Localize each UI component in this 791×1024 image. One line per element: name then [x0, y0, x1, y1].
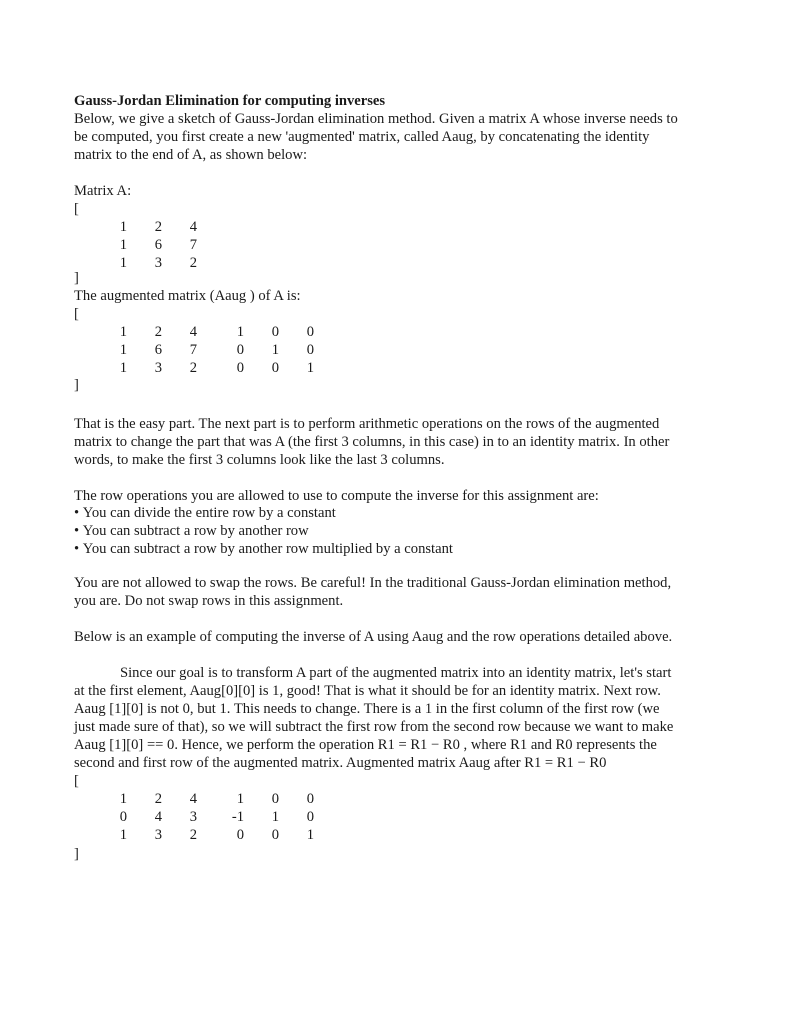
matrix-row [74, 359, 314, 377]
matrix-cell: 3 [189, 809, 197, 825]
matrix-cell: 1 [236, 791, 244, 807]
matrix-row [74, 808, 314, 826]
easy-part-line: That is the easy part. The next part is to perform arithmetic operations on the rows of the augmented [74, 416, 660, 432]
matrix-cell: 2 [189, 827, 197, 843]
matrix-cell: 4 [189, 324, 197, 340]
matrix-cell: 0 [271, 324, 279, 340]
example-line: just made sure of that), so we will subtract the first row from the second row because we want to make [74, 719, 674, 735]
matrix-cell: 4 [154, 809, 162, 825]
example-intro: Below is an example of computing the inverse of A using Aaug and the row operations detailed above. [74, 629, 673, 645]
list-item: • You can divide the entire row by a constant [74, 504, 336, 522]
example-line: at the first element, Aaug[0][0] is 1, good! That is what it should be for an identity matrix. Next row. [74, 683, 661, 699]
matrix-row [74, 790, 314, 808]
matrix-row [74, 323, 314, 341]
matrix-cell: 2 [154, 219, 162, 235]
matrix-cell: 4 [189, 791, 197, 807]
result-matrix [74, 790, 314, 844]
matrix-a-label: Matrix A: [74, 183, 132, 199]
matrix-cell: 4 [189, 219, 197, 235]
matrix-cell: 1 [119, 237, 127, 253]
matrix-cell: 1 [306, 827, 314, 843]
easy-part-line: matrix to change the part that was A (the first 3 columns, in this case) in to an identity matrix. In other [74, 434, 670, 450]
matrix-cell: 2 [154, 791, 162, 807]
matrix-cell: 0 [236, 360, 244, 376]
augmented-matrix [74, 323, 314, 377]
intro-line: be computed, you first create a new 'augmented' matrix, called Aaug, by concatenating the identity [74, 129, 650, 145]
matrix-row [74, 254, 197, 272]
intro-line: matrix to the end of A, as shown below: [74, 147, 308, 163]
matrix-cell: 7 [189, 342, 197, 358]
matrix-cell: 0 [306, 791, 314, 807]
example-line: Aaug [1][0] == 0. Hence, we perform the operation R1 = R1 − R0 , where R1 and R0 represents the [74, 737, 657, 753]
matrix-cell: 1 [119, 255, 127, 271]
matrix-cell: 3 [154, 827, 162, 843]
augmented-label: The augmented matrix (Aaug ) of A is: [74, 288, 301, 304]
matrix-cell: -1 [231, 809, 244, 825]
matrix-row [74, 341, 314, 359]
matrix-a-open-bracket: [ [74, 201, 79, 217]
matrix-cell: 1 [119, 324, 127, 340]
matrix-row [74, 218, 197, 236]
example-line: Aaug [1][0] is not 0, but 1. This needs to change. There is a 1 in the first column of the first row (we [74, 701, 660, 717]
matrix-cell: 1 [119, 342, 127, 358]
matrix-cell: 7 [189, 237, 197, 253]
list-item: • You can subtract a row by another row [74, 522, 309, 540]
matrix-cell: 3 [154, 255, 162, 271]
matrix-cell: 0 [306, 342, 314, 358]
example-line: Since our goal is to transform A part of the augmented matrix into an identity matrix, let's start [120, 665, 672, 681]
matrix-cell: 0 [271, 791, 279, 807]
matrix-cell: 0 [306, 324, 314, 340]
matrix-cell: 1 [119, 791, 127, 807]
matrix-cell: 1 [306, 360, 314, 376]
matrix-cell: 0 [236, 827, 244, 843]
matrix-a [74, 218, 197, 272]
matrix-cell: 2 [189, 255, 197, 271]
matrix-cell: 6 [154, 342, 162, 358]
matrix-cell: 2 [154, 324, 162, 340]
matrix-cell: 0 [271, 360, 279, 376]
matrix-cell: 0 [119, 809, 127, 825]
matrix-cell: 0 [271, 827, 279, 843]
matrix-cell: 1 [119, 360, 127, 376]
matrix-row [74, 236, 197, 254]
swap-note-line: You are not allowed to swap the rows. Be careful! In the traditional Gauss-Jordan elimination method, [74, 575, 672, 591]
intro-line: Below, we give a sketch of Gauss-Jordan elimination method. Given a matrix A whose inverse needs to [74, 111, 678, 127]
swap-note-line: you are. Do not swap rows in this assignment. [74, 593, 344, 609]
result-open-bracket: [ [74, 773, 79, 789]
matrix-cell: 0 [306, 809, 314, 825]
matrix-cell: 1 [271, 342, 279, 358]
result-close-bracket: ] [74, 846, 79, 862]
matrix-row [74, 826, 314, 844]
matrix-cell: 0 [236, 342, 244, 358]
matrix-cell: 1 [271, 809, 279, 825]
matrix-cell: 1 [119, 827, 127, 843]
list-item: • You can subtract a row by another row multiplied by a constant [74, 540, 453, 558]
matrix-cell: 2 [189, 360, 197, 376]
row-ops-intro: The row operations you are allowed to use to compute the inverse for this assignment are: [74, 488, 599, 504]
matrix-cell: 1 [119, 219, 127, 235]
matrix-cell: 6 [154, 237, 162, 253]
easy-part-line: words, to make the first 3 columns look like the last 3 columns. [74, 452, 445, 468]
matrix-cell: 3 [154, 360, 162, 376]
document-title: Gauss-Jordan Elimination for computing inverses [74, 93, 386, 109]
example-line: second and first row of the augmented matrix. Augmented matrix Aaug after R1 = R1 − R0 [74, 755, 607, 771]
matrix-a-close-bracket: ] [74, 270, 79, 286]
augmented-open-bracket: [ [74, 306, 79, 322]
matrix-cell: 1 [236, 324, 244, 340]
augmented-close-bracket: ] [74, 377, 79, 393]
